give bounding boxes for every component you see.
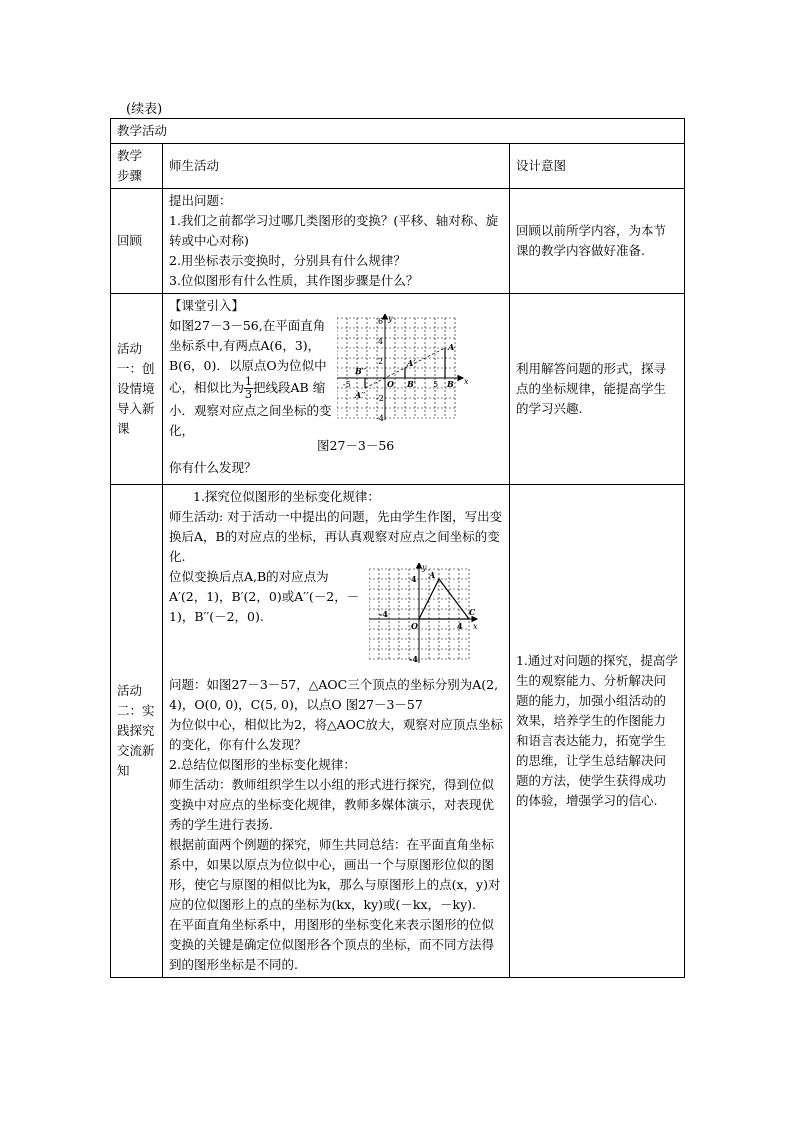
activity-1-content <box>163 294 510 485</box>
figure-1-caption: 图27－3－56 <box>317 438 395 453</box>
fig1-tick-y-neg4: -4 <box>376 414 384 422</box>
continued-label: (续表) <box>126 102 163 117</box>
fig1-label-O: O <box>387 379 394 389</box>
figure-27-3-57 <box>369 563 481 665</box>
lesson-table <box>110 118 685 978</box>
fig2-axis-y: y <box>422 563 427 572</box>
fig1-label-B: B <box>447 379 454 389</box>
fig1-tick-x-neg5: -5 <box>343 380 351 389</box>
fig1-tick-y-6: 6 <box>378 317 384 326</box>
header-intent: 设计意图 <box>509 144 684 189</box>
activity-1-heading: 【课堂引入】 <box>169 298 245 313</box>
review-line-3: 2.用坐标表示变换时，分别具有什么规律？ <box>169 253 406 268</box>
activity-2-para-1: 师生活动: 对于活动一中提出的问题，先由学生作图，写出变换后A，B的对应点的坐标，再认真观察对应点之间坐标的变化. <box>169 509 503 564</box>
fig1-label-A1: A′ <box>407 358 416 368</box>
step-activity-1: 活动一：创设情境导入新课 <box>111 294 163 485</box>
fig2-tick-y-4: 4 <box>411 574 417 584</box>
activity-2-para-2: 位似变换后点A,B的对应点为A′(2，1)，B′(2，0)或A′′(－2，－1)，B′′(－2，0). <box>169 569 360 624</box>
fig1-tick-y-neg2: -2 <box>376 394 384 403</box>
activity-1-text-a: 如图27－3－56,在平面直角坐标系中,有两点A(6，3)，B(6，0)．以原点O为位似中心，相似比为 <box>169 318 327 395</box>
activity-2-para-7: 在平面直角坐标系中，用图形的坐标变化来表示图形的位似变换的关键是确定位似图形各个顶点的坐标，而不同方法得到的图形坐标是不同的. <box>169 917 495 972</box>
review-line-1: 提出问题： <box>169 193 232 208</box>
fig2-tick-x-4: 4 <box>457 621 463 631</box>
activity-2-para-5: 师生活动：教师组织学生以小组的形式进行探究，得到位似变换中对应点的坐标变化规律，教师多媒体演示，对表现优秀的学生进行表扬. <box>169 777 495 832</box>
intent-activity-1: 利用解答问题的形式，探寻点的坐标规律，能提高学生的学习兴趣. <box>509 294 684 485</box>
intent-review: 回顾以前所学内容，为本节课的教学内容做好准备. <box>509 189 684 294</box>
fraction-one-third: $\frac{1}{3}$ <box>245 375 253 401</box>
header-activity: 师生活动 <box>163 144 510 189</box>
section-title: 教学活动 <box>111 119 685 144</box>
fig2-label-A: A <box>429 570 436 580</box>
fig2-tick-y-neg4: -4 <box>409 654 418 664</box>
activity-2-content <box>163 485 510 978</box>
activity-2-para-4: 为位似中心，相似比为2，将△AOC放大，观察对应顶点坐标的变化，你有什么发现？ <box>169 717 503 752</box>
fig1-axis-x: x <box>464 377 469 386</box>
activity-2-title-2: 2.总结位似图形的坐标变化规律： <box>169 757 356 772</box>
fig1-label-A2: A′′ <box>355 390 366 400</box>
step-review: 回顾 <box>111 189 163 294</box>
fig2-label-C: C <box>469 607 476 617</box>
figure-27-3-56 <box>337 314 469 422</box>
intent-activity-2: 1.通过对问题的探究，提高学生的观察能力、分析解决问题的能力，加强小组活动的效果，培养学生的作图能力和语言表达能力，拓宽学生的思维，让学生总结解决问题的方法，使学生获得成功的体验，增强学习的信心. <box>509 485 684 978</box>
fig1-axis-y: y <box>388 314 393 323</box>
fig1-tick-y-4: 4 <box>378 337 384 346</box>
activity-1-text-c: 你有什么发现？ <box>169 460 257 475</box>
header-step: 教学 步骤 <box>111 144 163 189</box>
activity-review <box>163 189 510 294</box>
table-row-activity-2 <box>111 485 685 978</box>
header-row <box>111 144 685 189</box>
activity-2-para-3: 问题：如图27－3－57，△AOC三个顶点的坐标分别为A(2, 4)，O(0, 0)，C(5, 0)，以点O 图27－3－57 <box>169 677 499 712</box>
section-title-row <box>111 119 685 144</box>
activity-2-title-1: 1.探究位似图形的坐标变化规律： <box>193 489 380 504</box>
activity-2-para-6: 根据前面两个例题的探究，师生共同总结：在平面直角坐标系中，如果以原点为位似中心，画出一个与原图形位似的图形，使它与原图的相似比为k，那么与原图形上的点(x，y)对应的位似图形上的点的坐标为(kx，ky)或(－kx，－ky). <box>169 837 501 912</box>
fig1-tick-x-5: 5 <box>433 380 439 389</box>
table-row-activity-1 <box>111 294 685 485</box>
review-line-4: 3.位似图形有什么性质，其作图步骤是什么？ <box>169 273 419 288</box>
fig2-label-O: O <box>411 621 418 631</box>
fig1-label-A: A <box>448 342 455 352</box>
review-line-2: 1.我们之前都学习过哪几类图形的变换？(平移、轴对称、旋转或中心对称) <box>169 213 499 248</box>
activity-1-text-b: 把线段AB 缩小．观察对应点之间坐标的变化， <box>169 380 332 438</box>
fig1-label-B1: B′ <box>407 379 416 389</box>
step-activity-2: 活动二：实践探究交流新知 <box>111 485 163 978</box>
fig2-tick-x-neg4: -4 <box>379 609 388 619</box>
fig2-axis-x: x <box>473 622 478 631</box>
table-row-review <box>111 189 685 294</box>
fig1-label-B2: B′′ <box>355 366 366 376</box>
fig1-tick-y-2: 2 <box>378 357 384 366</box>
